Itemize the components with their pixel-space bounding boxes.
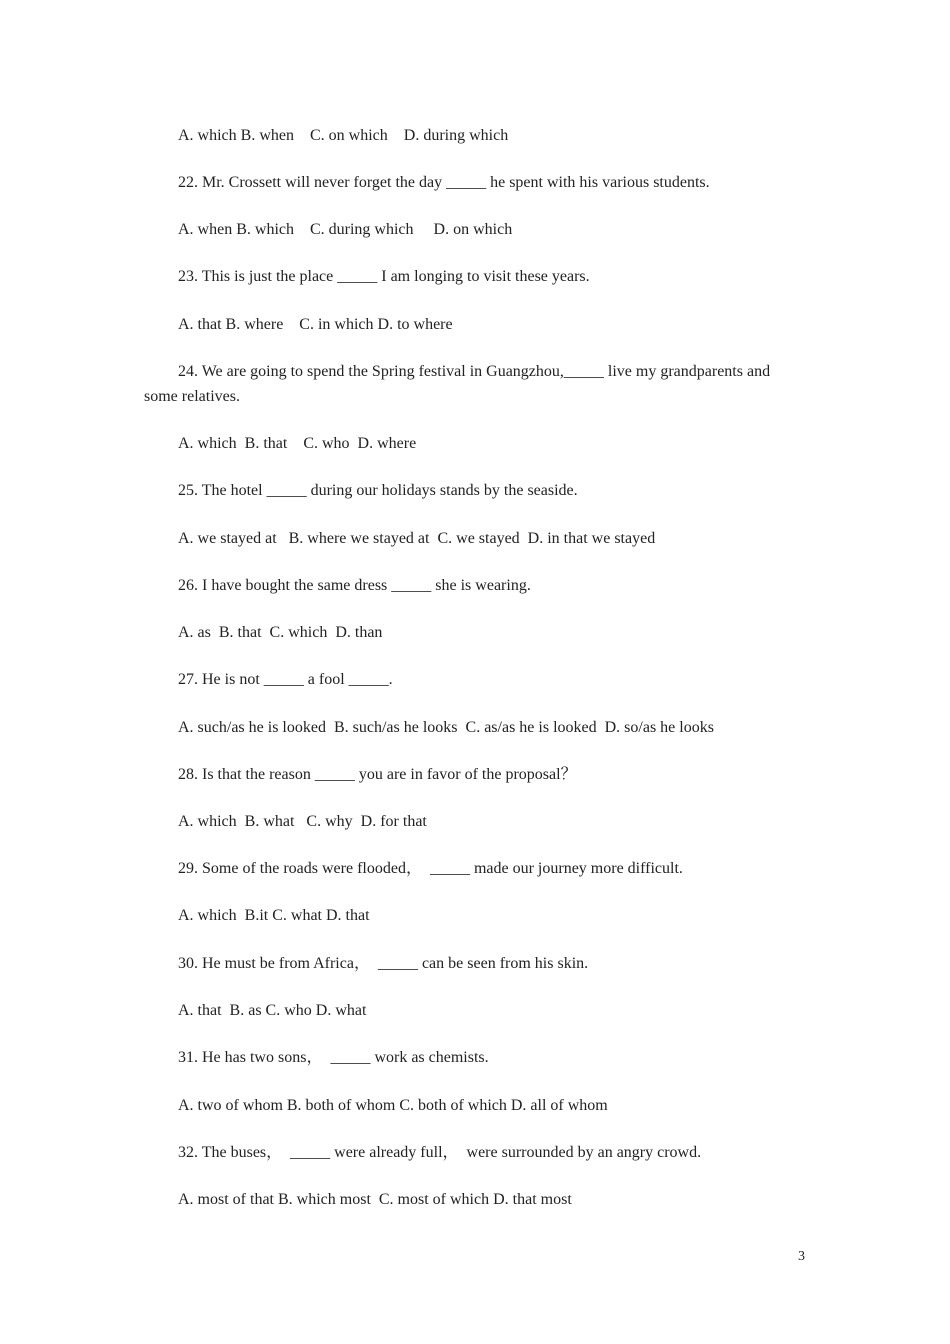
- q23-options: A. that B. where C. in which D. to where: [178, 316, 453, 333]
- q21-options: A. which B. when C. on which D. during which: [178, 127, 509, 144]
- q25-options: A. we stayed at B. where we stayed at C. we stayed D. in that we stayed: [178, 530, 656, 547]
- q29-options: A. which B.it C. what D. that: [178, 907, 370, 924]
- q31-options: A. two of whom B. both of whom C. both of which D. all of whom: [178, 1097, 608, 1114]
- q30-question: 30. He must be from Africa， _____ can be seen from his skin.: [178, 955, 589, 972]
- q24-options: A. which B. that C. who D. where: [178, 435, 417, 452]
- q22-question: 22. Mr. Crossett will never forget the day _____ he spent with his various students.: [178, 174, 710, 191]
- q28-question: 28. Is that the reason _____ you are in favor of the proposal？: [178, 766, 577, 783]
- q27-question: 27. He is not _____ a fool _____.: [178, 671, 393, 688]
- q24-question-line2: some relatives.: [144, 388, 240, 405]
- q31-question: 31. He has two sons， _____ work as chemists.: [178, 1049, 489, 1066]
- q23-question: 23. This is just the place _____ I am longing to visit these years.: [178, 268, 590, 285]
- q26-options: A. as B. that C. which D. than: [178, 624, 383, 641]
- q25-question: 25. The hotel _____ during our holidays stands by the seaside.: [178, 482, 578, 499]
- q24-question-line1: 24. We are going to spend the Spring festival in Guangzhou,_____ live my grandparents and: [178, 363, 771, 380]
- q32-question: 32. The buses， _____ were already full， were surrounded by an angry crowd.: [178, 1144, 702, 1161]
- q26-question: 26. I have bought the same dress _____ she is wearing.: [178, 577, 531, 594]
- q28-options: A. which B. what C. why D. for that: [178, 813, 427, 830]
- q29-question: 29. Some of the roads were flooded， _____ made our journey more difficult.: [178, 860, 683, 877]
- page-number: 3: [798, 1249, 805, 1264]
- q32-options: A. most of that B. which most C. most of which D. that most: [178, 1191, 572, 1208]
- q22-options: A. when B. which C. during which D. on which: [178, 221, 513, 238]
- q27-options: A. such/as he is looked B. such/as he looks C. as/as he is looked D. so/as he looks: [178, 719, 714, 736]
- q30-options: A. that B. as C. who D. what: [178, 1002, 367, 1019]
